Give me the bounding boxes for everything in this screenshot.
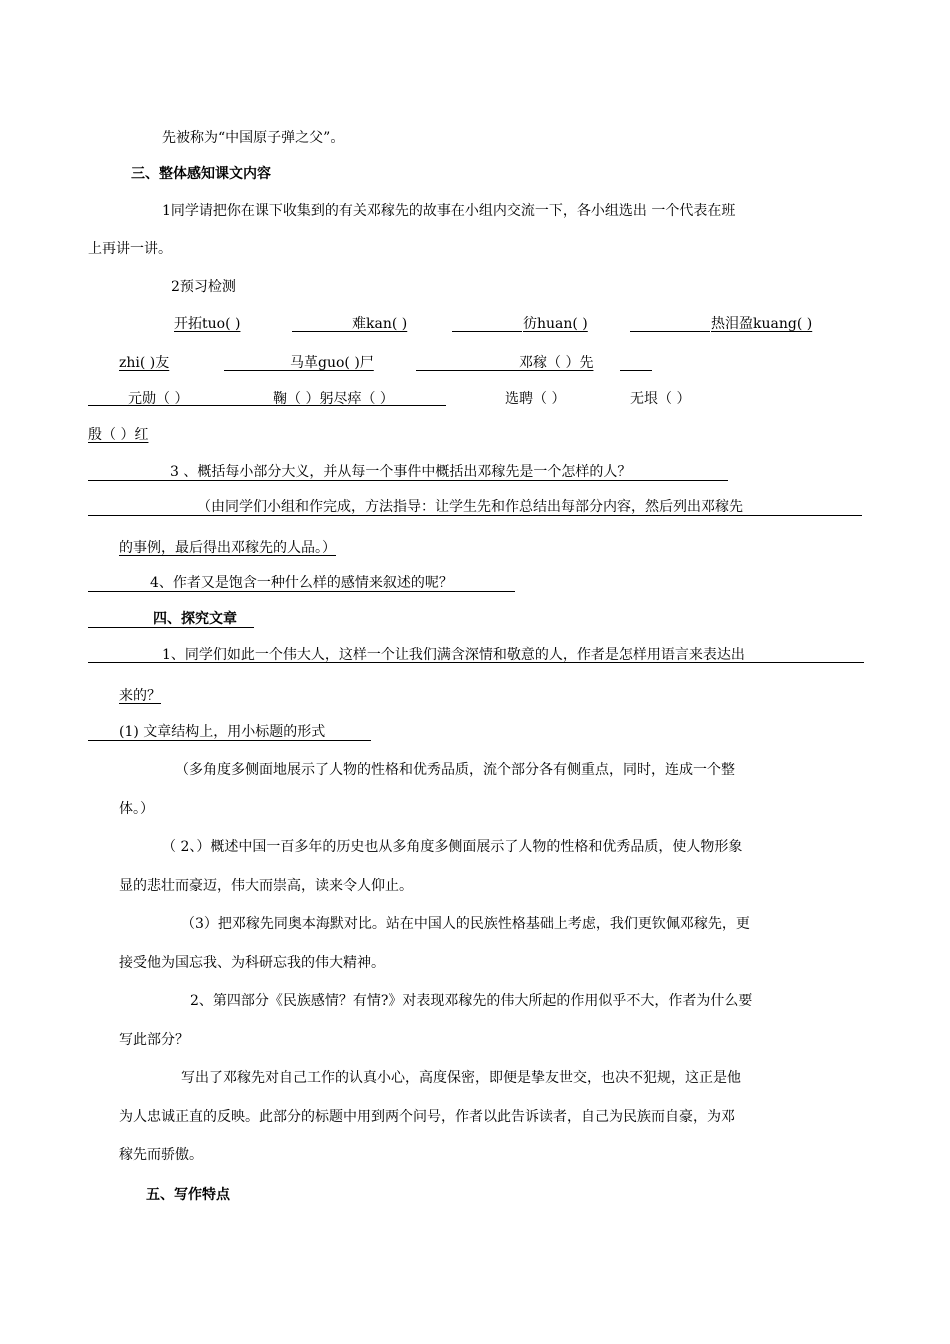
- quiz-item: 马革guo( )尸: [290, 355, 374, 371]
- text-line: （多角度多侧面地展示了人物的性格和优秀品质，流个部分各有侧重点，同时，连成一个整: [175, 762, 735, 778]
- text-line: 为人忠诚正直的反映。此部分的标题中用到两个问号，作者以此告诉读者，自己为民族而自豪，为邓: [119, 1109, 735, 1125]
- text-line: 接受他为国忘我、为科研忘我的伟大精神。: [119, 955, 385, 971]
- underline-rule: [630, 331, 710, 332]
- text-line: 稼先而骄傲。: [119, 1147, 203, 1163]
- quiz-item: 无垠（ ）: [630, 391, 691, 407]
- text-line: 4、作者又是饱含一种什么样的感情来叙述的呢？: [150, 575, 453, 591]
- text-line: 的事例，最后得出邓稼先的人品。）: [119, 540, 336, 556]
- section-heading-4: 四、探究文章: [153, 611, 237, 627]
- underline-rule: [620, 370, 652, 371]
- quiz-item: 殷（ ）红: [88, 427, 149, 443]
- quiz-item: zhi( )友: [119, 355, 170, 371]
- quiz-item: 开拓tuo( ): [174, 316, 241, 332]
- quiz-item: 元勋（ ）: [128, 391, 189, 407]
- text-line: 2预习检测: [171, 279, 236, 295]
- underline-rule: [292, 331, 352, 332]
- section-heading-5: 五、写作特点: [146, 1187, 230, 1203]
- quiz-item: 选聘（ ）: [505, 391, 566, 407]
- text-line: 显的悲壮而豪迈，伟大而崇高，读来令人仰止。: [119, 878, 413, 894]
- text-line: 上再讲一讲。: [88, 241, 172, 257]
- quiz-item: 难kan( ): [352, 316, 408, 332]
- quiz-item: 鞠（ ）躬尽瘁（ ）: [273, 391, 394, 407]
- text-line: 1同学请把你在课下收集到的有关邓稼先的故事在小组内交流一下，各小组选出 一个代表在班: [162, 203, 736, 219]
- text-line: 写此部分？: [119, 1032, 189, 1048]
- quiz-item: 热泪盈kuang( ): [711, 316, 813, 332]
- text-line: 写出了邓稼先对自己工作的认真小心，高度保密，即便是挚友世交，也决不犯规，这正是他: [181, 1070, 741, 1086]
- text-line: 2、第四部分《民族感情？有情?》对表现邓稼先的伟大所起的作用似乎不大，作者为什么要: [190, 993, 753, 1009]
- underline-rule: [224, 370, 290, 371]
- text-line: （ 2、）概述中国一百多年的历史也从多角度多侧面展示了人物的性格和优秀品质，使人物形象: [162, 839, 743, 855]
- text-line: 先被称为“中国原子弹之父”。: [162, 130, 345, 146]
- underline-rule: [452, 331, 522, 332]
- text-line: （由同学们小组和作完成，方法指导：让学生先和作总结出每部分内容，然后列出邓稼先: [197, 499, 743, 515]
- underline-rule: [416, 370, 519, 371]
- text-line: (1) 文章结构上，用小标题的形式: [119, 724, 326, 740]
- text-line: （3）把邓稼先同奥本海默对比。站在中国人的民族性格基础上考虑，我们更钦佩邓稼先，更: [181, 916, 750, 932]
- text-line: 3 、概括每小部分大义，并从每一个事件中概括出邓稼先是一个怎样的人？: [170, 464, 632, 480]
- text-line: 1、同学们如此一个伟大人，这样一个让我们满含深情和敬意的人，作者是怎样用语言来表达出: [162, 647, 745, 663]
- quiz-item: 邓稼（ ）先: [519, 355, 594, 371]
- quiz-item: 彷huan( ): [523, 316, 588, 332]
- section-heading-3: 三、整体感知课文内容: [131, 166, 271, 182]
- text-line: 来的？: [119, 688, 161, 704]
- text-line: 体。）: [119, 801, 154, 817]
